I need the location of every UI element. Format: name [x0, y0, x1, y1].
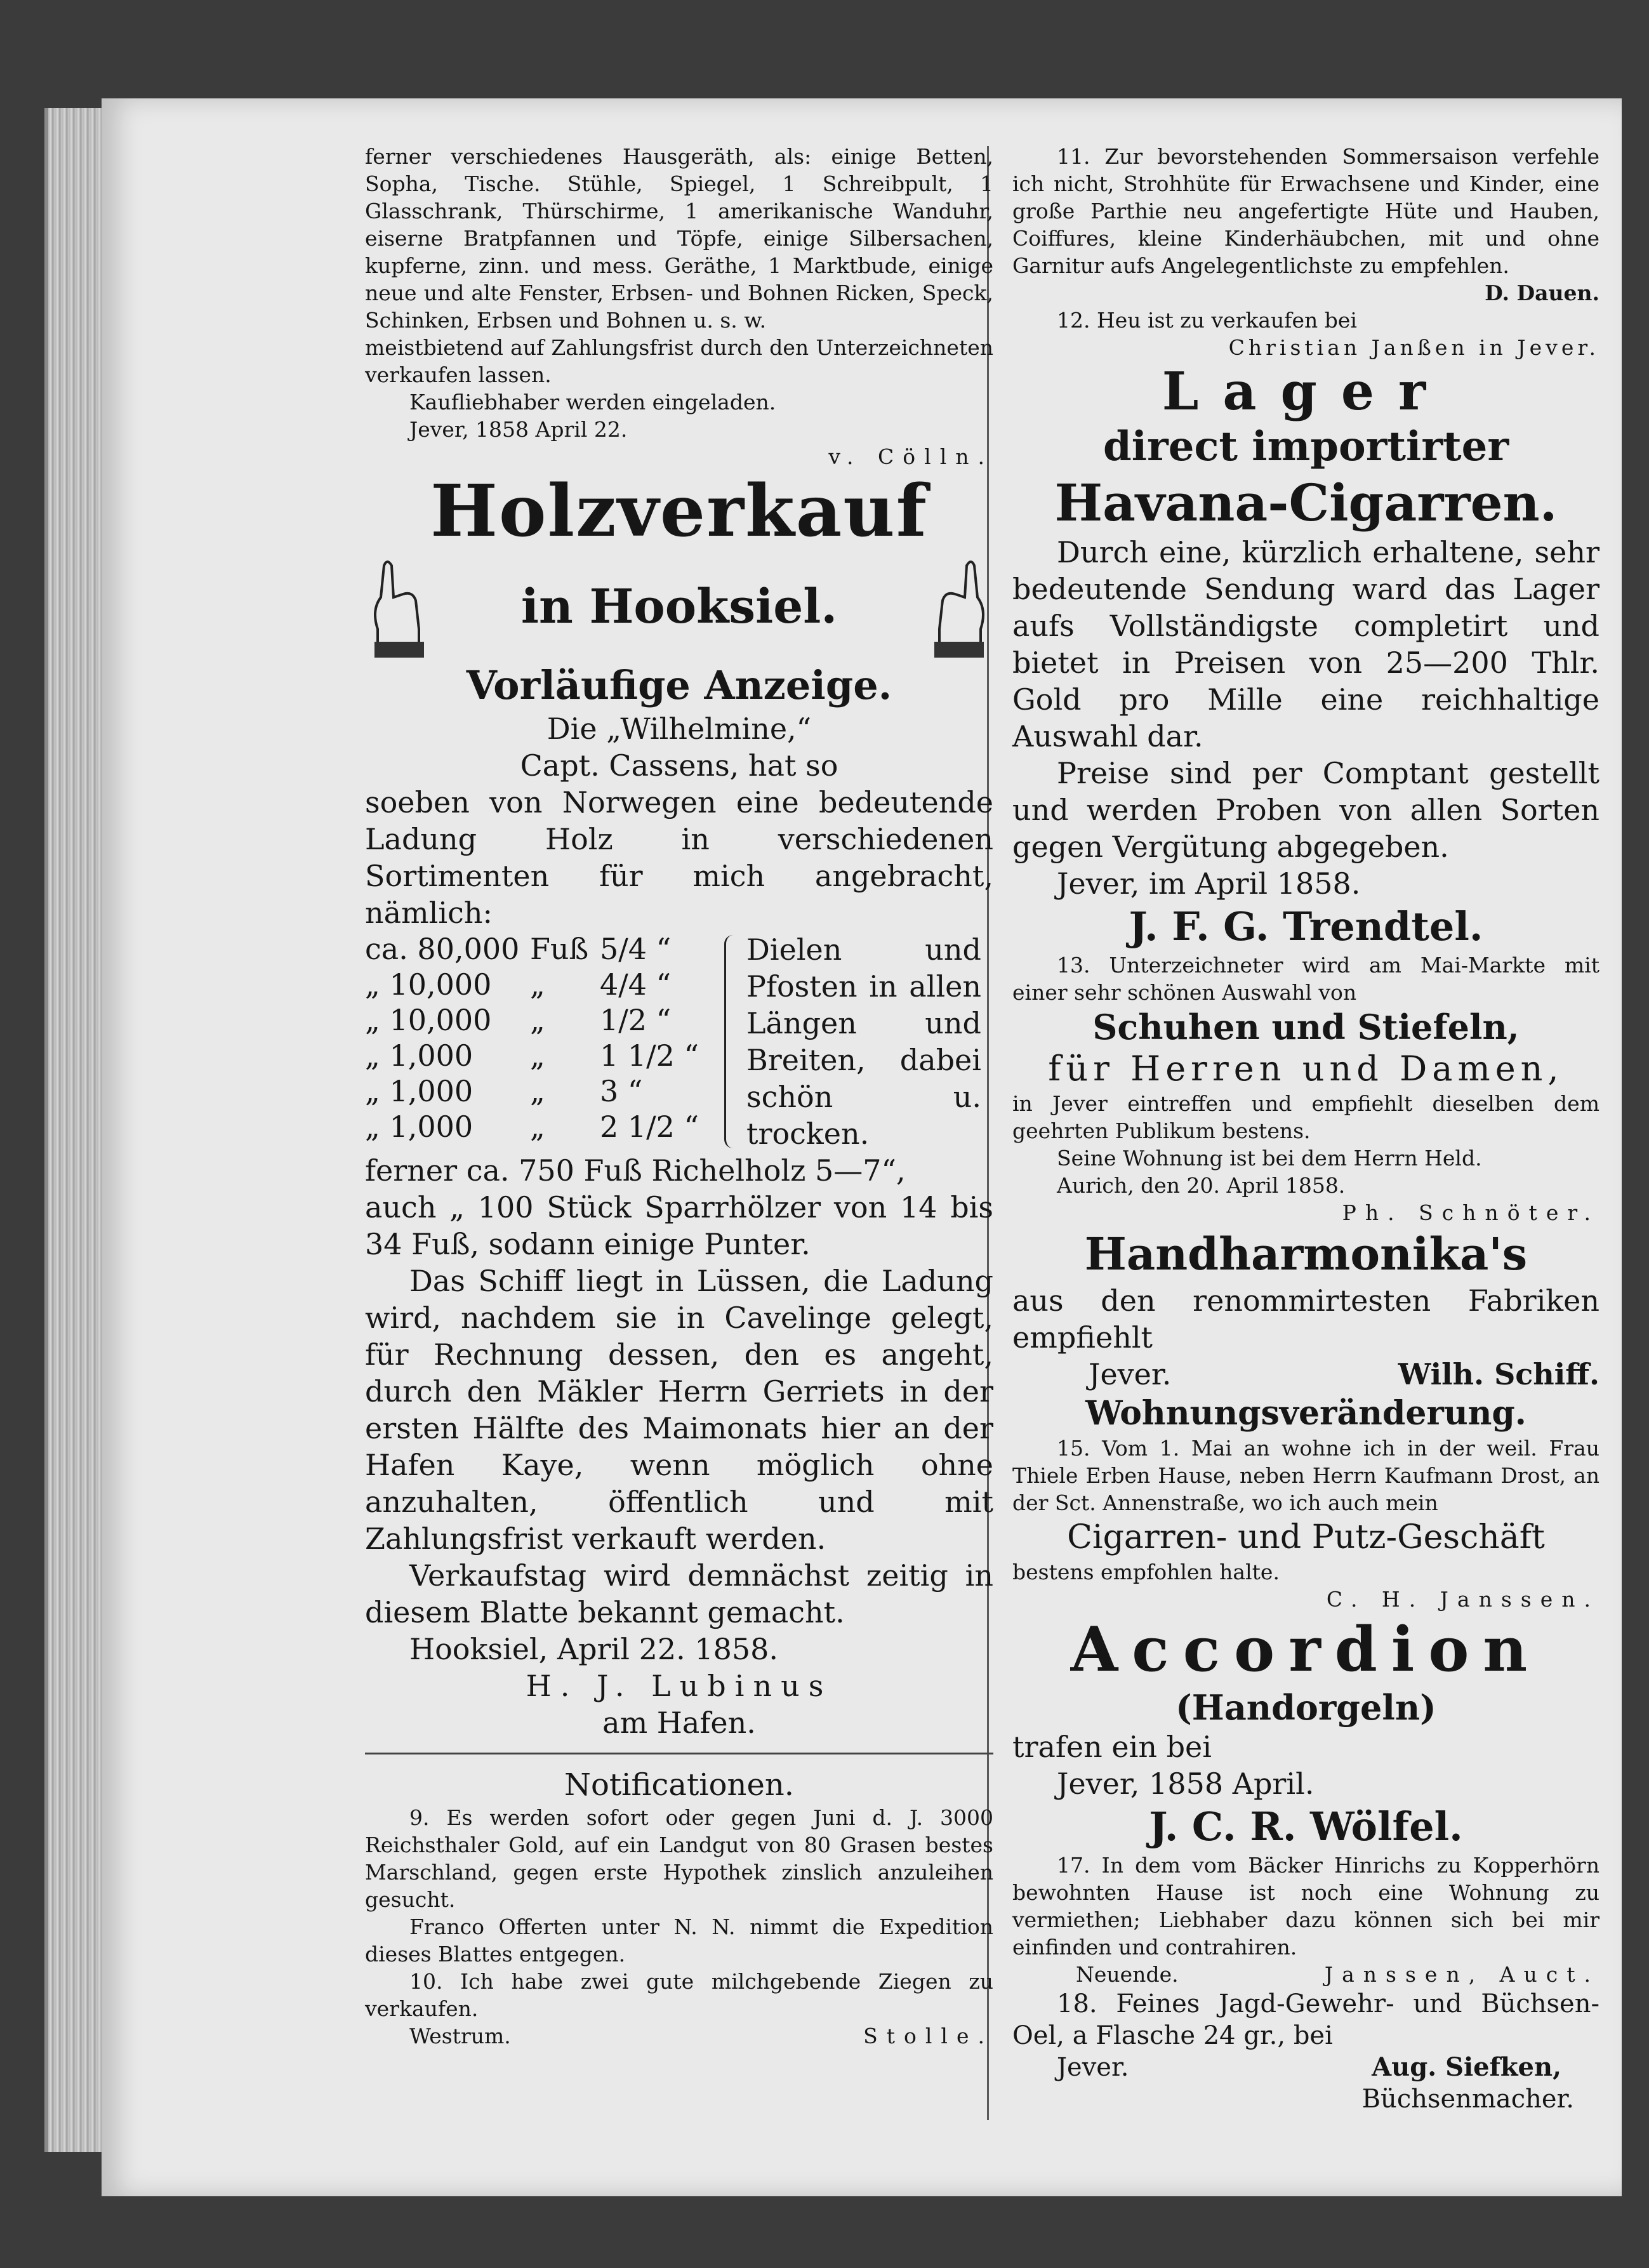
lager-date: Jever, im April 1858.	[1057, 866, 1361, 901]
notice-9-offers: Franco Offerten unter N. N. nimmt die Expedition dieses Blattes entgegen.	[365, 1914, 993, 1966]
wood-row: „ 1,000 „ 1 1/2 “	[365, 1038, 699, 1073]
accordion-subtitle: (Handorgeln)	[1175, 1687, 1436, 1728]
notice-10: 10. Ich habe zwei gute milchgebende Ziegen zu verkaufen.	[365, 1969, 993, 2021]
left-column	[365, 143, 993, 2050]
notice-17: 17. In dem vom Bäcker Hinrichs zu Kopperhörn bewohnten Hause ist noch eine Wohnung zu vermiethen; Liebhaber dazu können sich bei mir einfinden und contrahiren.	[1012, 1853, 1599, 1960]
notice-13: 13. Unterzeichneter wird am Mai-Markte mit einer sehr schönen Auswahl von	[1012, 953, 1599, 1005]
notice-11-signature: D. Dauen.	[1485, 281, 1599, 305]
holz-body: soeben von Norwegen eine bedeutende Ladung Holz in verschiedenen Sortimenten für mich angebracht, nämlich:	[365, 785, 993, 930]
lager-body: Durch eine, kürzlich erhaltene, sehr bedeutende Sendung ward das Lager aufs Vollständigste completirt und bietet in Preisen von 25—200 Thlr. Gold pro Mille eine reichhaltige Auswahl dar.	[1012, 535, 1599, 753]
wood-description: Dielen und Pfosten in allen Längen und Breiten, dabei schön u. trocken.	[746, 932, 981, 1151]
auction-signature: v. Cölln.	[828, 444, 993, 469]
notice-13-body: in Jever eintreffen und empfiehlt dieselben dem geehrten Publikum bestens.	[1012, 1091, 1599, 1143]
notice-18-signature: Aug. Siefken,	[1372, 2052, 1561, 2082]
notice-12-signature: Christian Janßen in Jever.	[1228, 335, 1599, 360]
auction-invite: Kaufliebhaber werden eingeladen.	[409, 390, 776, 414]
vorlaeufige-anzeige: Vorläufige Anzeige.	[466, 662, 892, 708]
holz-extra-2: auch „ 100 Stück Sparrhölzer von 14 bis 34 Fuß, sodann einige Punter.	[365, 1190, 993, 1261]
holz-date-notice: Verkaufstag wird demnächst zeitig in diesem Blatte bekannt gemacht.	[365, 1558, 993, 1629]
book-page-edges	[44, 108, 109, 2152]
holz-extra-1: ferner ca. 750 Fuß Richelholz 5—7“,	[365, 1153, 906, 1188]
notice-17-signature: Janssen, Auct.	[1324, 1962, 1599, 1987]
notice-13-headline: Schuhen und Stiefeln,	[1092, 1007, 1520, 1047]
handharmonika-place: Jever.	[1089, 1357, 1172, 1391]
notice-9: 9. Es werden sofort oder gegen Juni d. J. 3000 Reichsthaler Gold, auf ein Landgut von 80 Grasen bestes Marschland, gegen erste Hypothek zinslich anzuleihen gesucht.	[365, 1805, 993, 1912]
right-column	[1012, 143, 1599, 2115]
handharmonika-signature: Wilh. Schiff.	[1398, 1357, 1599, 1391]
wood-row: „ 1,000 „ 3 “	[365, 1074, 643, 1108]
accordion-body: trafen ein bei	[1012, 1730, 1212, 1764]
holz-subtitle-row	[365, 553, 993, 661]
notice-17-place: Neuende.	[1076, 1962, 1179, 1987]
wood-table	[365, 931, 993, 1152]
notice-10-footer	[365, 2022, 993, 2050]
lager-subtitle: direct importirter	[1103, 423, 1509, 470]
holz-intro-ship: Die „Wilhelmine,“	[546, 712, 812, 746]
notice-10-place: Westrum.	[409, 2024, 511, 2048]
handharmonika-footer	[1012, 1356, 1599, 1393]
notice-13-signature: Ph. Schnöter.	[1342, 1200, 1599, 1225]
holzverkauf-title: Holzverkauf	[430, 470, 928, 553]
wood-row: ca. 80,000 Fuß 5/4 “	[365, 932, 672, 966]
notice-18-footer	[1012, 2052, 1599, 2083]
notice-18-role: Büchsenmacher.	[1361, 2085, 1574, 2114]
handharmonika-title: Handharmonika's	[1084, 1228, 1528, 1280]
wohnungsveraenderung-title: Wohnungsveränderung.	[1085, 1394, 1526, 1433]
holz-ship-text: Das Schiff liegt in Lüssen, die Ladung wird, nachdem sie in Cavelinge gelegt, für Rechnung dessen, den es angeht, durch den Mäkler Herrn Gerriets in der ersten Hälfte des Maimonats hier an der Hafen Kaye, wenn möglich ohne anzuhalten, öffentlich und mit Zahlungsfrist verkauft werden.	[365, 1264, 993, 1556]
notice-13-wohnung: Seine Wohnung ist bei dem Herrn Held.	[1057, 1146, 1482, 1170]
lager-body-2: Preise sind per Comptant gestellt und werden Proben von allen Sorten gegen Vergütung abgegeben.	[1012, 756, 1599, 864]
accordion-signature: J. C. R. Wölfel.	[1149, 1803, 1463, 1850]
notice-15: 15. Vom 1. Mai an wohne ich in der weil. Frau Thiele Erben Hause, neben Herrn Kaufmann Drost, an der Sct. Annenstraße, wo ich auch mein	[1012, 1436, 1599, 1515]
holz-signature-2: am Hafen.	[602, 1706, 756, 1740]
notice-10-signature: Stolle.	[863, 2024, 993, 2048]
wood-rows	[365, 931, 720, 1152]
notice-11: 11. Zur bevorstehenden Sommersaison verfehle ich nicht, Strohhüte für Erwachsene und Kinder, eine große Parthie neu angefertigte Hüte und Hauben, Coiffures, kleine Kinderhäubchen, mit und ohne Garnitur aufs Angelegentlichste zu empfehlen.	[1012, 144, 1599, 278]
wood-row: „ 10,000 „ 1/2 “	[365, 1003, 672, 1037]
notificationen-title: Notificationen.	[564, 1767, 795, 1803]
notice-13-subheadline: für Herren und Damen,	[1048, 1049, 1564, 1089]
holz-subtitle: in Hooksiel.	[520, 580, 838, 634]
holz-intro-captain: Capt. Cassens, hat so	[520, 748, 838, 783]
auction-date: Jever, 1858 April 22.	[409, 417, 628, 442]
wood-row: „ 10,000 „ 4/4 “	[365, 967, 672, 1002]
accordion-title: Accordion	[1070, 1614, 1542, 1685]
notice-15-headline: Cigarren- und Putz-Geschäft	[1067, 1518, 1545, 1556]
auction-intro: ferner verschiedenes Hausgeräth, als: einige Betten, Sopha, Tische. Stühle, Spiegel, 1 Schreibpult, 1 Glasschrank, Thürschirme, 1 amerikanische Wanduhr, eiserne Bratpfannen und Töpfe, einige Silbersachen, kupferne, zinn. und mess. Geräthe, 1 Marktbude, einige neue und alte Fenster, Erbsen- und Bohnen Ricken, Speck, Schinken, Erbsen und Bohnen u. s. w.	[365, 144, 993, 333]
holz-place-date: Hooksiel, April 22. 1858.	[409, 1632, 779, 1666]
handharmonika-body: aus den renommirtesten Fabriken empfiehlt	[1012, 1283, 1599, 1355]
notice-17-footer	[1012, 1961, 1599, 1988]
notice-15-signature: C. H. Janssen.	[1326, 1587, 1599, 1612]
notice-13-date: Aurich, den 20. April 1858.	[1057, 1173, 1346, 1198]
lager-signature: J. F. G. Trendtel.	[1129, 903, 1483, 950]
pointing-hand-icon	[924, 553, 993, 661]
lager-title: Lager	[1162, 361, 1450, 422]
wood-bracket	[724, 935, 740, 1148]
section-rule	[365, 1753, 993, 1754]
accordion-date: Jever, 1858 April.	[1057, 1767, 1315, 1801]
pointing-hand-icon	[365, 553, 435, 661]
notice-18: 18. Feines Jagd-Gewehr- und Büchsen-Oel, a Flasche 24 gr., bei	[1012, 1989, 1599, 2050]
notice-12: 12. Heu ist zu verkaufen bei	[1057, 308, 1357, 333]
notice-15-tail: bestens empfohlen halte.	[1012, 1560, 1280, 1584]
notice-18-place: Jever.	[1057, 2053, 1129, 2082]
auction-terms: meistbietend auf Zahlungsfrist durch den Unterzeichneten verkaufen lassen.	[365, 335, 993, 387]
havana-cigarren-title: Havana-Cigarren.	[1054, 473, 1558, 533]
wood-row: „ 1,000 „ 2 1/2 “	[365, 1110, 699, 1144]
holz-signature: H. J. Lubinus	[526, 1669, 833, 1703]
